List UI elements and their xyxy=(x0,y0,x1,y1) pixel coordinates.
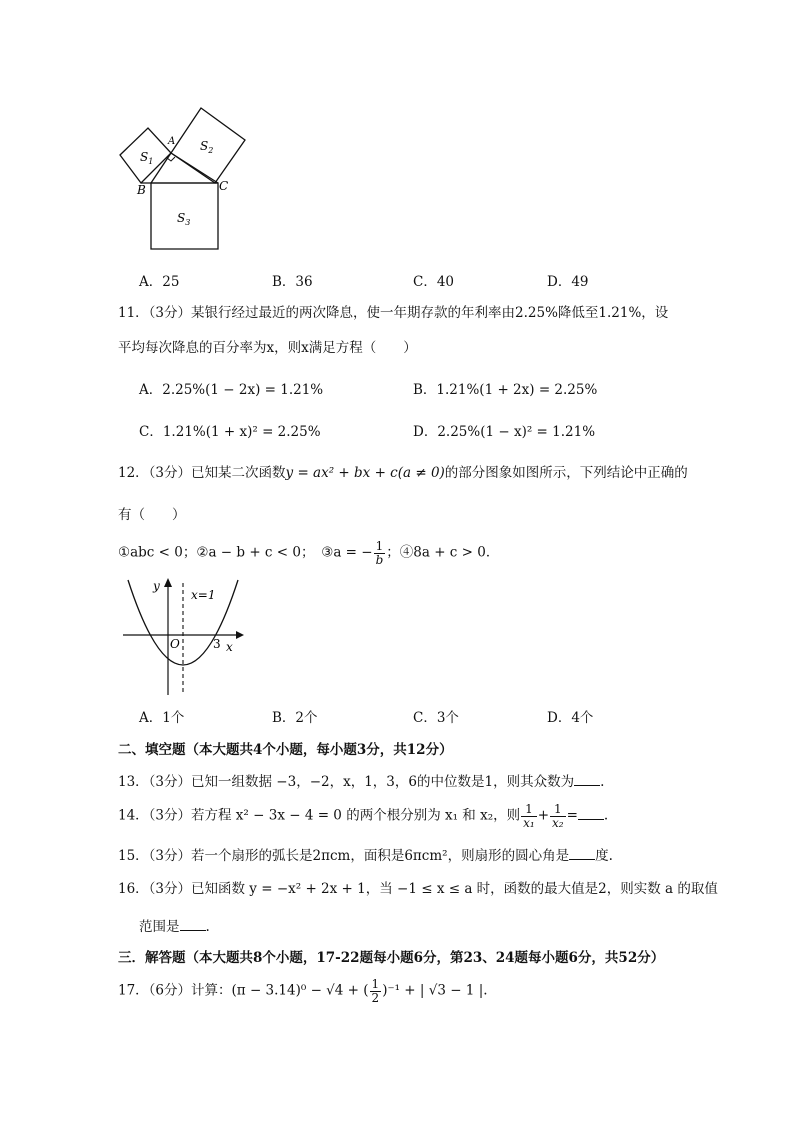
q15: 15．（3分）若一个扇形的弧长是2πcm，面积是6πcm²，则扇形的圆心角是 度. xyxy=(118,848,613,864)
section-2-heading: 二、填空题（本大题共4个小题，每小题3分，共12分） xyxy=(118,742,453,758)
q10-option-a: A．25 xyxy=(139,274,180,290)
q12-option-b: B．2个 xyxy=(272,710,318,726)
q12-line1: 12．（3分）已知某二次函数y = ax² + bx + c(a ≠ 0)的部分图象如图所示，下列结论中正确的 xyxy=(118,465,688,481)
q11-option-c: C．1.21%(1 + x)² = 2.25% xyxy=(139,424,321,440)
section-3-heading: 三．解答题（本大题共8个小题，17-22题每小题6分，第23、24题每小题6分，共52分） xyxy=(118,950,665,966)
q12-option-c: C．3个 xyxy=(413,710,459,726)
q16-line1: 16．（3分）已知函数 y = −x² + 2x + 1，当 −1 ≤ x ≤ a 时，函数的最大值是2，则实数 a 的取值 xyxy=(118,881,718,897)
q14: 14．（3分）若方程 x² − 3x − 4 = 0 的两个根分别为 x₁ 和 x₂，则 $\frac{1}{\text{x₁}}$ + $\frac{1}{\text{x₂}}$ = . xyxy=(118,802,609,830)
q15-blank xyxy=(569,847,595,860)
q14-blank xyxy=(578,807,604,820)
q12-option-a: A．1个 xyxy=(139,710,185,726)
graph-three-label: 3 xyxy=(213,637,221,651)
label-s3: $S_3$ xyxy=(177,211,191,227)
q16-blank xyxy=(180,918,206,931)
graph-axis-label: x=1 xyxy=(191,588,216,602)
label-a: A xyxy=(168,136,176,147)
q11-line2: 平均每次降息的百分率为x，则x满足方程（ ） xyxy=(118,340,417,356)
q10-option-d: D．49 xyxy=(547,274,589,290)
q13-blank xyxy=(574,773,600,786)
q12-option-d: D．4个 xyxy=(547,710,594,726)
q12-conclusions: ①abc < 0；②a − b + c < 0； ③a = − $\frac{1}{b}$ ；④8a + c > 0． xyxy=(118,539,500,567)
q11-option-d: D．2.25%(1 − x)² = 1.21% xyxy=(413,424,596,440)
q13: 13．（3分）已知一组数据 −3，−2，x，1，3，6的中位数是1，则其众数为 . xyxy=(118,774,605,790)
label-s2: $S_2$ xyxy=(200,139,214,155)
q12-formula: y = ax² + bx + c(a ≠ 0) xyxy=(285,465,445,481)
graph-y-label: y xyxy=(153,579,160,593)
label-s1: $S_1$ xyxy=(140,150,154,166)
q11-option-a: A．2.25%(1 − 2x) = 1.21% xyxy=(139,382,324,398)
q17: 17．（6分）计算：(π − 3.14)⁰ − √4 + ( $\frac{1}{2}$ )⁻¹ + | √3 − 1 |. xyxy=(118,977,488,1005)
q10-option-b: B．36 xyxy=(272,274,313,290)
graph-origin-label: O xyxy=(170,637,180,651)
q10-option-c: C．40 xyxy=(413,274,455,290)
label-b: B xyxy=(137,183,146,197)
squares-figure xyxy=(115,100,255,255)
q11-line1: 11．（3分）某银行经过最近的两次降息，使一年期存款的年利率由2.25%降低至1.21%，设 xyxy=(118,305,669,321)
q11-option-b: B．1.21%(1 + 2x) = 2.25% xyxy=(413,382,598,398)
parabola-graph xyxy=(118,575,248,700)
label-c: C xyxy=(219,179,229,193)
graph-x-label: x xyxy=(226,640,233,654)
q16-line2: 范围是 . xyxy=(139,919,210,935)
q12-line2: 有（ ） xyxy=(118,507,186,523)
